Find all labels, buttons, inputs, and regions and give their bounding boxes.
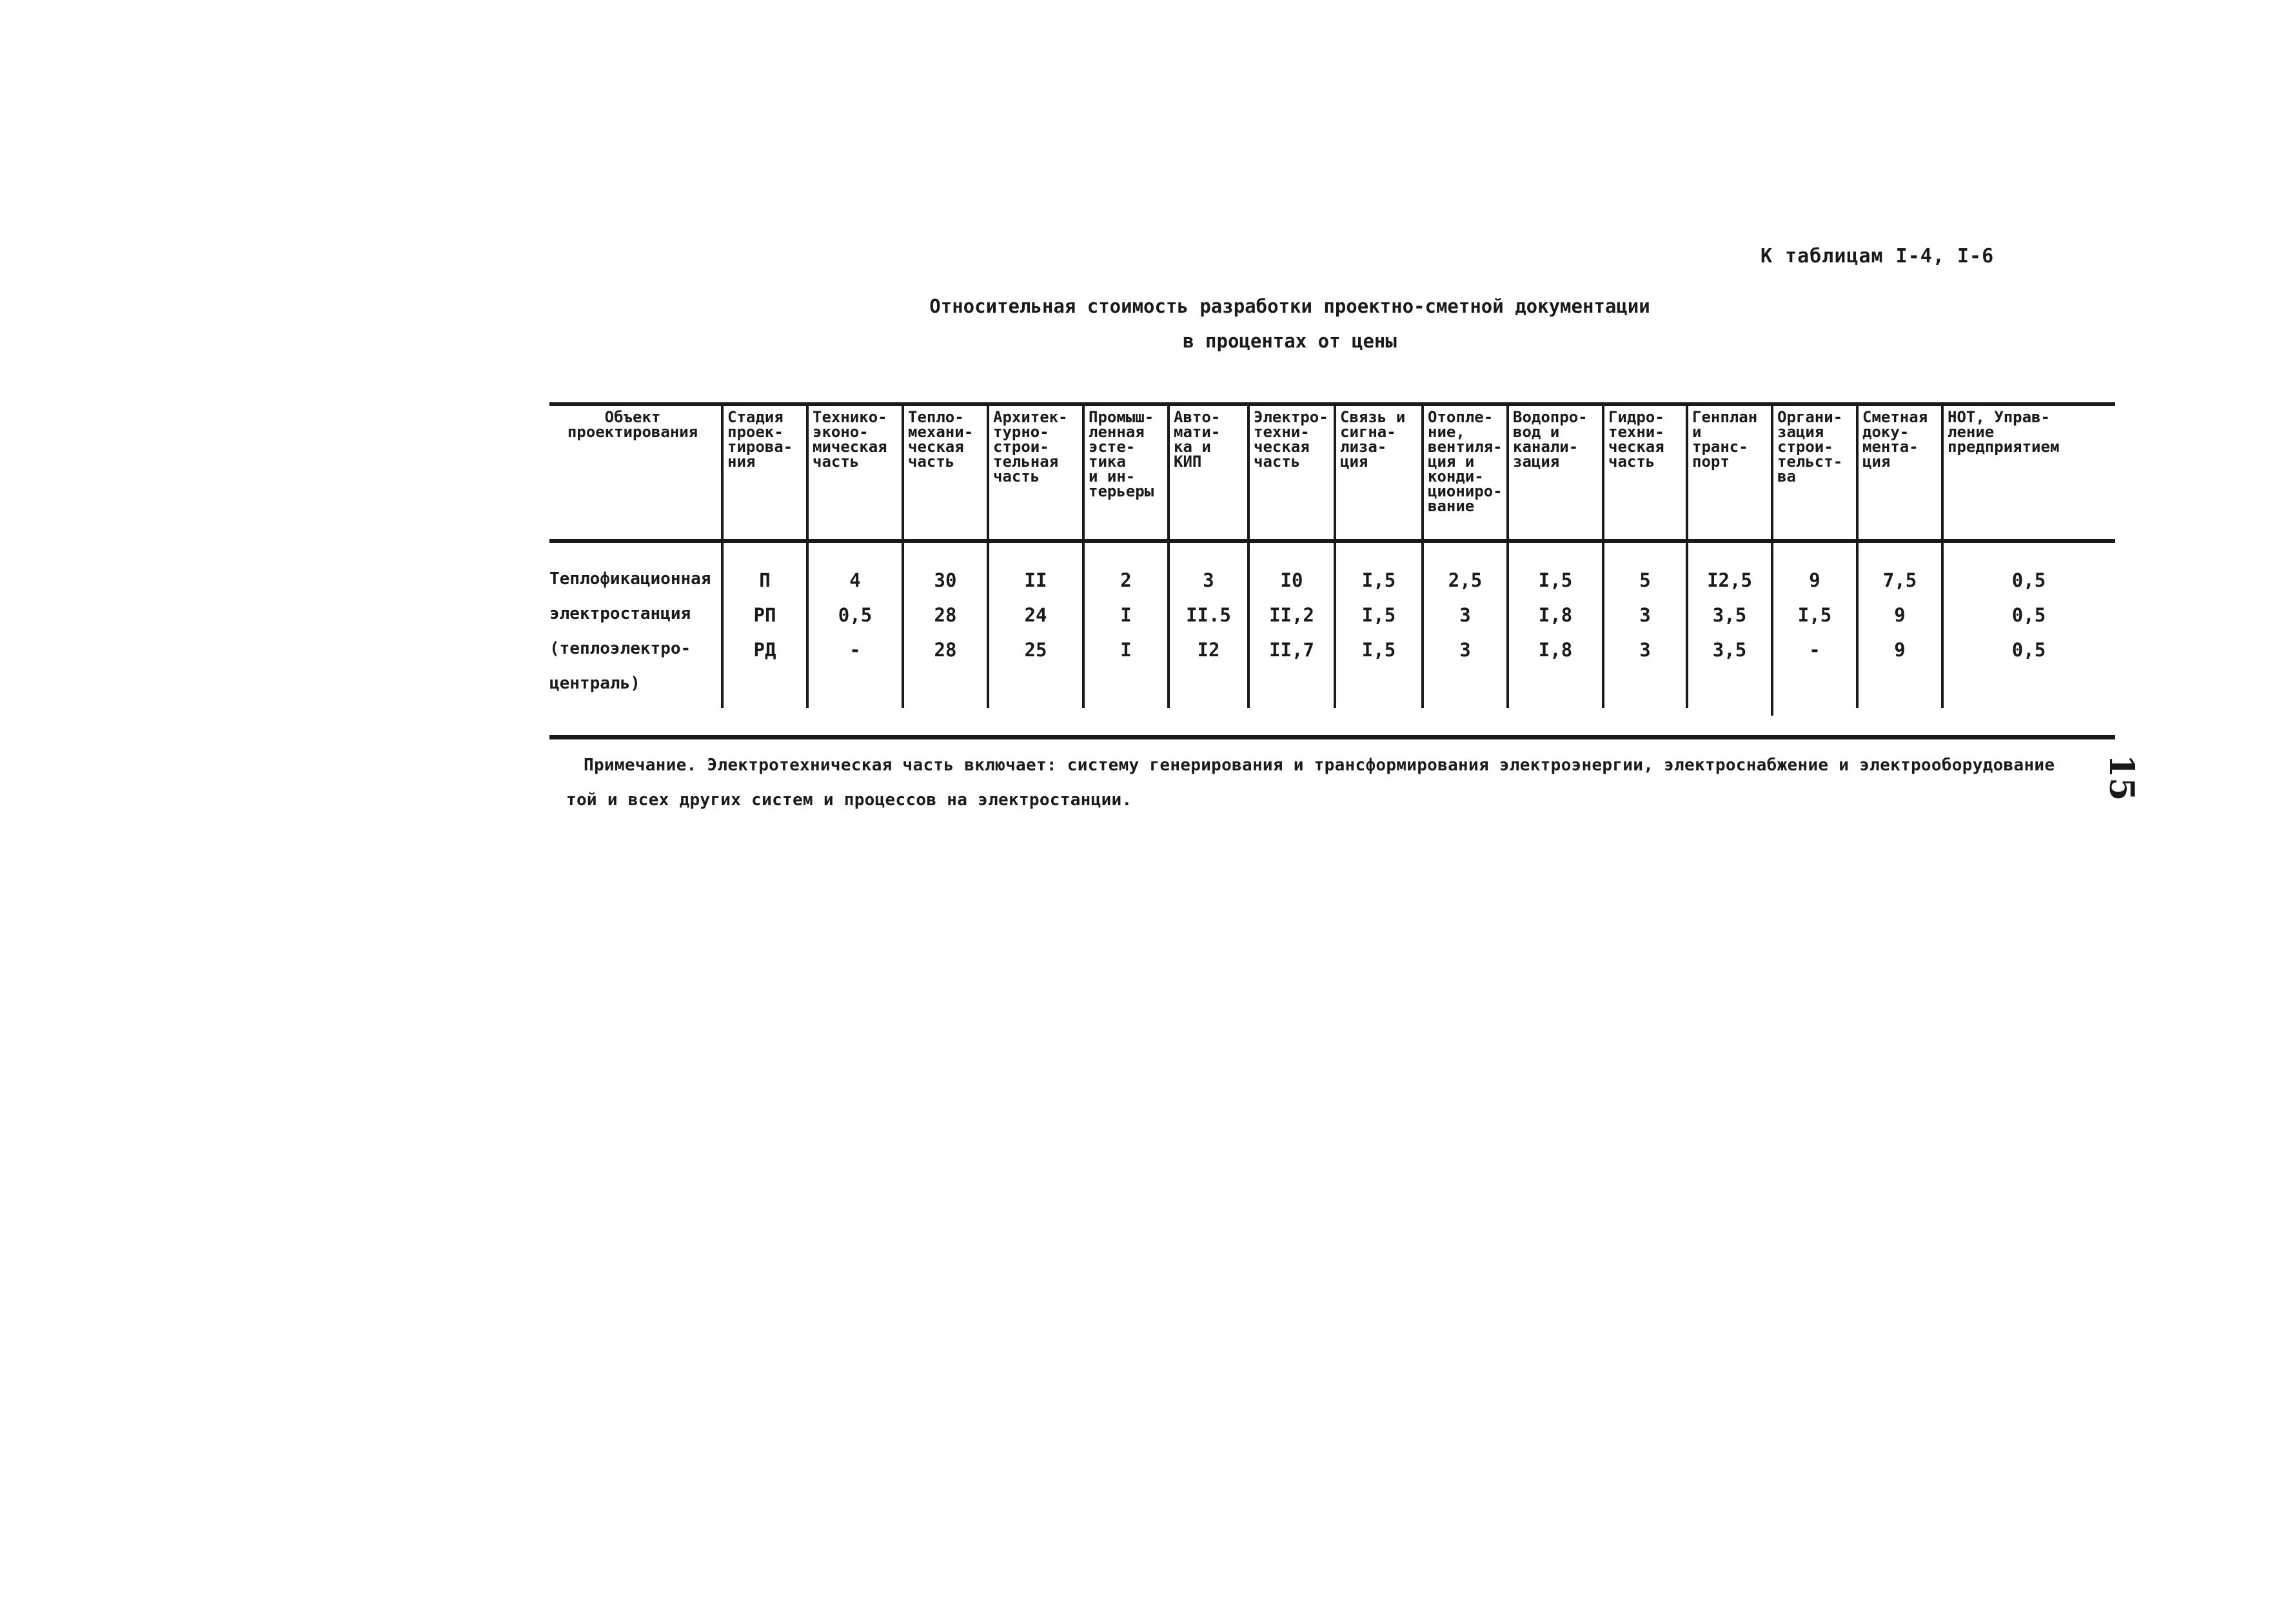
object-label-line: Теплофикационная xyxy=(549,569,711,589)
column-header: Водопро- вод и канали- зация xyxy=(1513,408,1588,471)
column-header: Архитек- турно- строи- тельная часть xyxy=(993,408,1068,485)
column-header: Объект проектирования xyxy=(567,408,698,441)
table-header-rule xyxy=(549,539,2115,543)
table-cell: 4 xyxy=(849,569,861,591)
table-cell: II xyxy=(1024,569,1047,591)
table-cell: II.5 xyxy=(1186,604,1231,626)
stage-cell: П xyxy=(759,569,771,591)
table-cell: - xyxy=(1809,639,1820,661)
object-label-line: централь) xyxy=(549,674,640,693)
table-cell: I,5 xyxy=(1538,569,1573,591)
table-cell: 28 xyxy=(934,639,957,661)
table-cell: II,7 xyxy=(1269,639,1314,661)
column-header: Авто- мати- ка и КИП xyxy=(1174,408,1221,471)
column-header: Тепло- механи- ческая часть xyxy=(908,408,974,471)
table-cell: 28 xyxy=(934,604,957,626)
table-cell: 30 xyxy=(934,569,957,591)
column-header: Электро- техни- ческая часть xyxy=(1254,408,1328,471)
table-cell: I,5 xyxy=(1361,604,1396,626)
table-cell: I2 xyxy=(1197,639,1220,661)
column-header: Отопле- ние, вентиля- ция и конди- циониро- вание xyxy=(1428,408,1503,515)
stage-cell: РД xyxy=(753,639,776,661)
column-header: Сметная доку- мента- ция xyxy=(1862,408,1928,471)
table-note: Примечание. Электротехническая часть включает: систему генерирования и трансформирования электроэнергии, электроснабжение и электрооборудование xyxy=(584,756,2055,775)
column-header: НОТ, Управ- ление предприятием xyxy=(1948,408,2060,456)
table-title: Относительная стоимость разработки проектно-сметной документации xyxy=(929,295,1650,317)
table-cell: 3 xyxy=(1639,604,1651,626)
table-reference: К таблицам I-4, I-6 xyxy=(1761,245,1995,268)
table-cell: 7,5 xyxy=(1882,569,1917,591)
table-cell: II,2 xyxy=(1269,604,1314,626)
table-subtitle: в процентах от цены xyxy=(1183,330,1397,352)
table-cell: I,8 xyxy=(1538,604,1573,626)
table-cell: I,8 xyxy=(1538,639,1573,661)
column-header: Промыш- ленная эсте- тика и ин- терьеры xyxy=(1089,408,1154,500)
table-cell: 24 xyxy=(1024,604,1047,626)
table-cell: I0 xyxy=(1280,569,1303,591)
column-header: Генплан и транс- порт xyxy=(1692,408,1758,471)
table-cell: 2,5 xyxy=(1448,569,1483,591)
table-note-continued: той и всех других систем и процессов на электростанции. xyxy=(566,790,1132,810)
object-label-line: (теплоэлектро- xyxy=(549,639,691,658)
column-header: Стадия проек- тирова- ния xyxy=(727,408,793,471)
column-header: Технико- эконо- мическая часть xyxy=(813,408,887,471)
table-cell: 3 xyxy=(1459,639,1471,661)
table-top-rule xyxy=(549,402,2115,406)
table-cell: 2 xyxy=(1120,569,1132,591)
table-cell: I,5 xyxy=(1361,569,1396,591)
table-cell: 9 xyxy=(1809,569,1820,591)
table-cell: 9 xyxy=(1894,639,1906,661)
table-cell: 9 xyxy=(1894,604,1906,626)
table-cell: 3 xyxy=(1639,639,1651,661)
table-cell: 3,5 xyxy=(1712,604,1747,626)
table-cell: 3 xyxy=(1459,604,1471,626)
object-label-line: электростанция xyxy=(549,604,691,623)
table-cell: I xyxy=(1120,604,1132,626)
column-header: Гидро- техни- ческая часть xyxy=(1608,408,1664,471)
table-cell: 0,5 xyxy=(2011,639,2046,661)
page-number: 15 xyxy=(2102,754,2141,801)
table-cell: I,5 xyxy=(1361,639,1396,661)
table-cell: 25 xyxy=(1024,639,1047,661)
table-cell: 3 xyxy=(1203,569,1214,591)
table-cell: 0,5 xyxy=(838,604,873,626)
table-cell: I2,5 xyxy=(1707,569,1752,591)
table-bottom-rule xyxy=(549,735,2115,739)
table-cell: 0,5 xyxy=(2011,604,2046,626)
table-cell: 3,5 xyxy=(1712,639,1747,661)
stage-cell: РП xyxy=(753,604,776,626)
column-header: Органи- зация строи- тельст- ва xyxy=(1777,408,1843,485)
table-cell: I,5 xyxy=(1797,604,1832,626)
table-cell: - xyxy=(849,639,861,661)
table-cell: I xyxy=(1120,639,1132,661)
table-cell: 5 xyxy=(1639,569,1651,591)
column-header: Связь и сигна- лиза- ция xyxy=(1340,408,1406,471)
table-cell: 0,5 xyxy=(2011,569,2046,591)
